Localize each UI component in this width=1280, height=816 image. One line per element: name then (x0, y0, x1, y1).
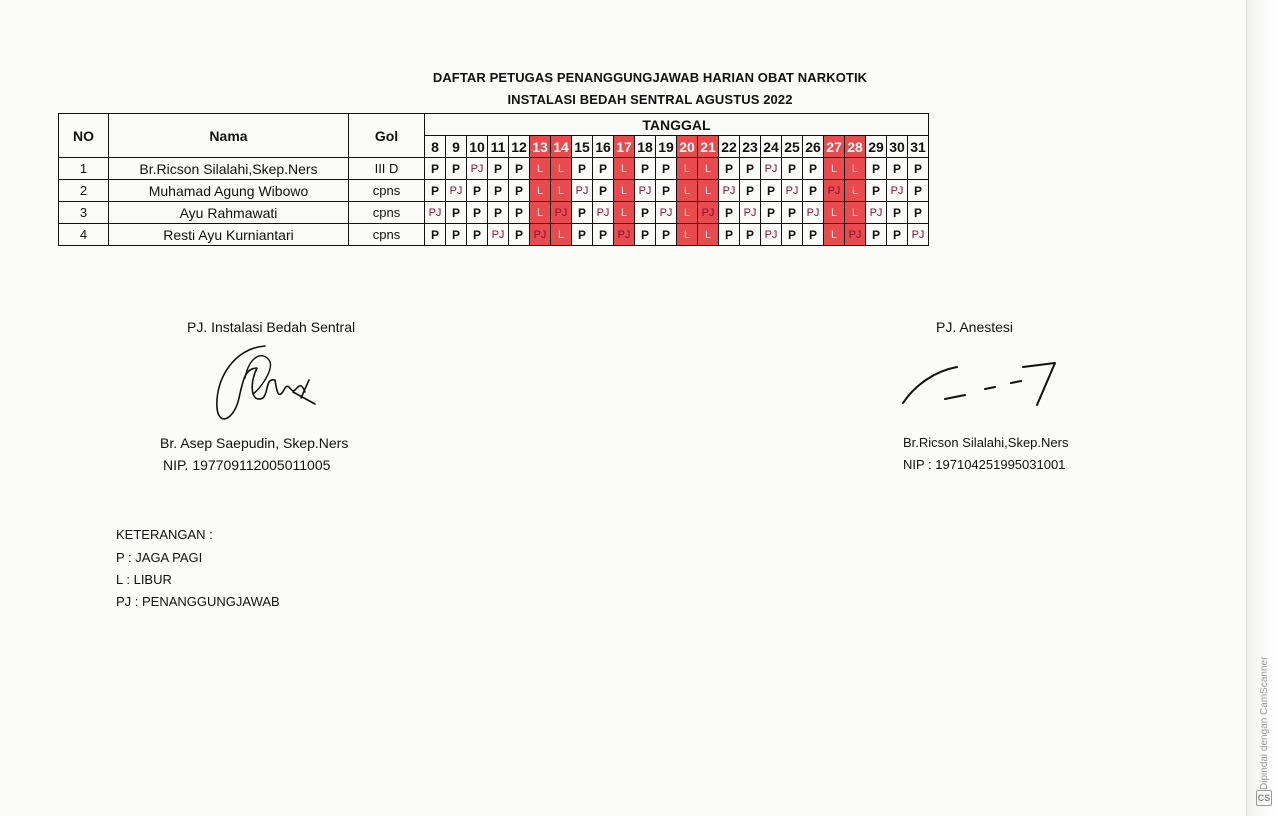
camscanner-logo-icon: CS (1256, 790, 1272, 806)
day-header: 28 (845, 136, 866, 158)
day-header: 29 (866, 136, 887, 158)
right-signatory-title: PJ. Anestesi (936, 319, 1014, 335)
shift-cell: P (803, 224, 824, 246)
right-signatory-name: Br.Ricson Silalahi,Skep.Ners (903, 435, 1069, 450)
day-header: 27 (824, 136, 845, 158)
document-title: DAFTAR PETUGAS PENANGGUNGJAWAB HARIAN OBAT NARKOTIK (432, 70, 868, 85)
shift-cell: L (551, 180, 572, 202)
shift-cell: P (908, 180, 929, 202)
column-header-no: NO (59, 114, 109, 158)
shift-cell: P (887, 224, 908, 246)
day-header: 8 (425, 136, 446, 158)
day-header: 19 (656, 136, 677, 158)
shift-cell: L (698, 224, 719, 246)
legend-item-l: L : LIBUR (116, 572, 172, 587)
row-number: 4 (59, 224, 109, 246)
shift-cell: PJ (656, 202, 677, 224)
column-header-tanggal: TANGGAL (425, 114, 929, 136)
shift-cell: L (698, 180, 719, 202)
day-header: 26 (803, 136, 824, 158)
left-signatory-title: PJ. Instalasi Bedah Sentral (187, 319, 356, 335)
shift-cell: L (530, 158, 551, 180)
shift-cell: L (698, 158, 719, 180)
shift-cell: P (740, 158, 761, 180)
staff-grade: cpns (349, 224, 425, 246)
shift-cell: L (551, 158, 572, 180)
shift-cell: P (887, 158, 908, 180)
left-signatory-nip: NIP. 197709112005011005 (163, 457, 331, 473)
shift-cell: PJ (782, 180, 803, 202)
shift-cell: L (824, 224, 845, 246)
day-header: 17 (614, 136, 635, 158)
shift-cell: L (614, 180, 635, 202)
day-header: 23 (740, 136, 761, 158)
shift-cell: P (467, 224, 488, 246)
legend-item-p: P : JAGA PAGI (116, 550, 203, 565)
table-row (59, 202, 929, 224)
table-row (59, 158, 929, 180)
shift-cell: P (593, 224, 614, 246)
shift-cell: P (761, 180, 782, 202)
shift-cell: P (593, 158, 614, 180)
shift-cell: PJ (824, 180, 845, 202)
shift-cell: P (446, 224, 467, 246)
shift-cell: P (488, 158, 509, 180)
shift-cell: P (719, 158, 740, 180)
shift-cell: L (677, 158, 698, 180)
shift-cell: P (572, 158, 593, 180)
row-number: 3 (59, 202, 109, 224)
day-header: 12 (509, 136, 530, 158)
row-number: 1 (59, 158, 109, 180)
shift-cell: P (719, 202, 740, 224)
day-header: 10 (467, 136, 488, 158)
shift-cell: P (509, 224, 530, 246)
table-row (59, 224, 929, 246)
shift-cell: P (803, 158, 824, 180)
shift-cell: PJ (530, 224, 551, 246)
day-header: 24 (761, 136, 782, 158)
shift-cell: L (614, 202, 635, 224)
legend-heading: KETERANGAN : (116, 527, 213, 542)
right-signatory-nip: NIP : 197104251995031001 (903, 457, 1066, 472)
shift-cell: P (488, 180, 509, 202)
shift-cell: L (845, 158, 866, 180)
day-header: 20 (677, 136, 698, 158)
shift-cell: P (488, 202, 509, 224)
staff-name: Muhamad Agung Wibowo (109, 180, 349, 202)
left-signature (205, 338, 325, 438)
staff-name: Resti Ayu Kurniantari (109, 224, 349, 246)
document-subtitle: INSTALASI BEDAH SENTRAL AGUSTUS 2022 (507, 92, 793, 107)
shift-cell: L (824, 158, 845, 180)
shift-cell: P (908, 158, 929, 180)
shift-cell: P (572, 202, 593, 224)
shift-cell: P (866, 158, 887, 180)
shift-cell: P (656, 158, 677, 180)
shift-cell: P (803, 180, 824, 202)
shift-cell: PJ (467, 158, 488, 180)
day-header: 14 (551, 136, 572, 158)
staff-grade: cpns (349, 202, 425, 224)
shift-cell: L (845, 202, 866, 224)
day-header: 22 (719, 136, 740, 158)
shift-cell: L (530, 180, 551, 202)
shift-cell: P (572, 224, 593, 246)
shift-cell: PJ (551, 202, 572, 224)
shift-cell: P (908, 202, 929, 224)
left-signatory-name: Br. Asep Saepudin, Skep.Ners (160, 435, 349, 451)
right-signature (895, 355, 1065, 415)
shift-cell: PJ (761, 224, 782, 246)
shift-cell: PJ (614, 224, 635, 246)
day-header: 30 (887, 136, 908, 158)
shift-cell: P (782, 202, 803, 224)
shift-cell: PJ (887, 180, 908, 202)
shift-cell: L (677, 224, 698, 246)
shift-cell: P (635, 202, 656, 224)
shift-cell: P (719, 224, 740, 246)
shift-cell: P (635, 158, 656, 180)
day-header: 16 (593, 136, 614, 158)
shift-cell: L (677, 202, 698, 224)
shift-cell: P (761, 202, 782, 224)
shift-cell: P (467, 180, 488, 202)
staff-grade: cpns (349, 180, 425, 202)
legend-item-pj: PJ : PENANGGUNGJAWAB (116, 594, 280, 609)
shift-cell: PJ (698, 202, 719, 224)
day-header: 31 (908, 136, 929, 158)
table-row (59, 180, 929, 202)
shift-cell: P (866, 180, 887, 202)
column-header-gol: Gol (349, 114, 425, 158)
staff-name: Ayu Rahmawati (109, 202, 349, 224)
shift-cell: PJ (866, 202, 887, 224)
shift-cell: P (425, 180, 446, 202)
duty-roster-table (58, 113, 929, 246)
row-number: 2 (59, 180, 109, 202)
watermark-text: Dipindai dengan CamScanner (1259, 656, 1270, 790)
shift-cell: PJ (425, 202, 446, 224)
shift-cell: P (425, 158, 446, 180)
day-header: 25 (782, 136, 803, 158)
shift-cell: L (530, 202, 551, 224)
day-header: 15 (572, 136, 593, 158)
day-header: 13 (530, 136, 551, 158)
shift-cell: L (614, 158, 635, 180)
shift-cell: P (509, 202, 530, 224)
shift-cell: P (782, 224, 803, 246)
shift-cell: PJ (740, 202, 761, 224)
shift-cell: PJ (719, 180, 740, 202)
day-header: 11 (488, 136, 509, 158)
camscanner-watermark (1256, 620, 1276, 810)
shift-cell: PJ (446, 180, 467, 202)
shift-cell: L (845, 180, 866, 202)
shift-cell: PJ (488, 224, 509, 246)
shift-cell: P (509, 180, 530, 202)
shift-cell: P (467, 202, 488, 224)
shift-cell: PJ (593, 202, 614, 224)
day-header: 21 (698, 136, 719, 158)
shift-cell: P (446, 158, 467, 180)
shift-cell: L (824, 202, 845, 224)
shift-cell: P (635, 224, 656, 246)
shift-cell: P (740, 180, 761, 202)
shift-cell: PJ (635, 180, 656, 202)
column-header-name: Nama (109, 114, 349, 158)
shift-cell: L (677, 180, 698, 202)
shift-cell: PJ (572, 180, 593, 202)
shift-cell: PJ (845, 224, 866, 246)
staff-name: Br.Ricson Silalahi,Skep.Ners (109, 158, 349, 180)
shift-cell: P (887, 202, 908, 224)
shift-cell: PJ (908, 224, 929, 246)
shift-cell: P (446, 202, 467, 224)
shift-cell: P (740, 224, 761, 246)
shift-cell: PJ (761, 158, 782, 180)
shift-cell: P (425, 224, 446, 246)
shift-cell: PJ (803, 202, 824, 224)
day-header: 18 (635, 136, 656, 158)
shift-cell: P (656, 180, 677, 202)
shift-cell: P (782, 158, 803, 180)
day-header: 9 (446, 136, 467, 158)
shift-cell: P (866, 224, 887, 246)
shift-cell: L (551, 224, 572, 246)
shift-cell: P (509, 158, 530, 180)
shift-cell: P (593, 180, 614, 202)
staff-grade: III D (349, 158, 425, 180)
shift-cell: P (656, 224, 677, 246)
